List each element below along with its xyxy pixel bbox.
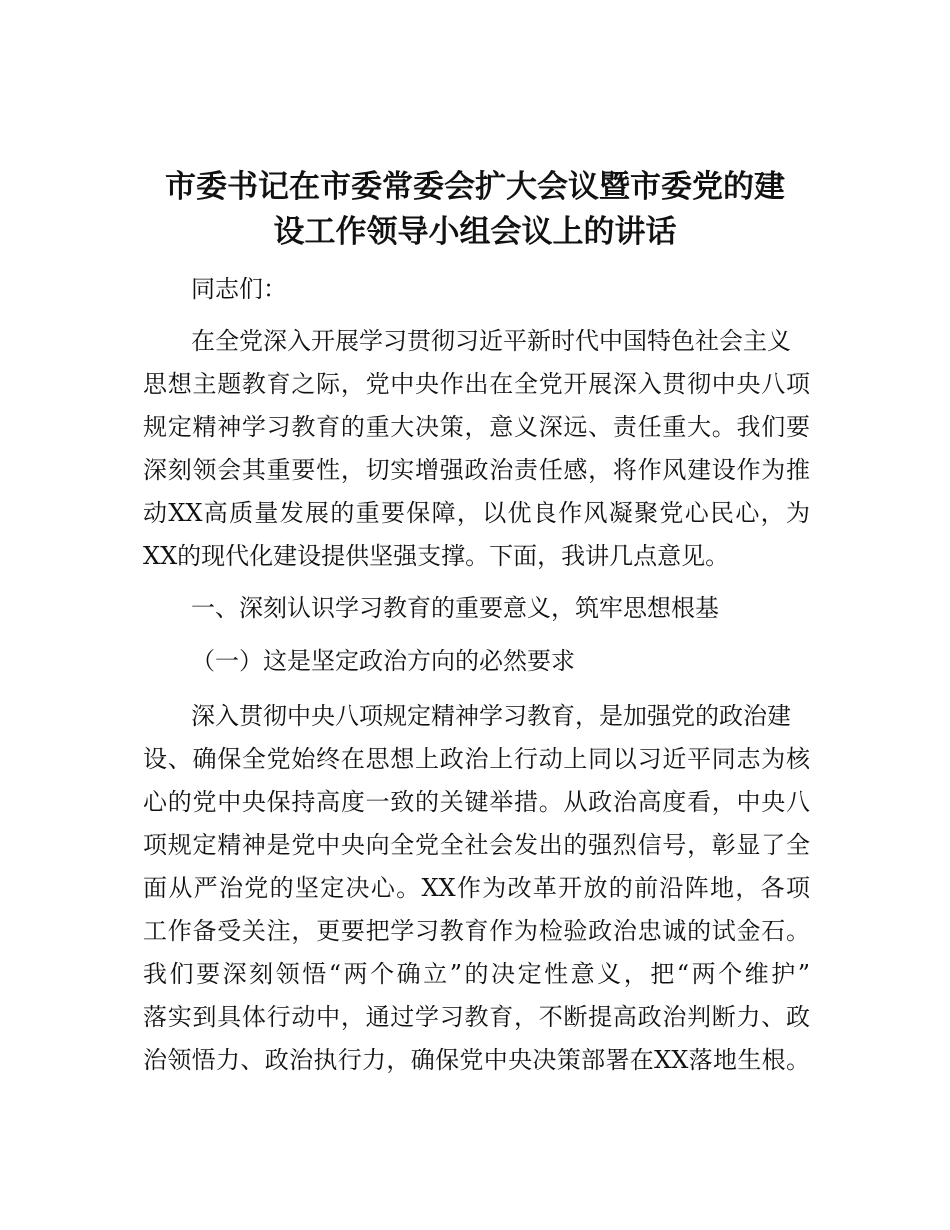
salutation: 同志们：	[191, 275, 287, 303]
body-line: 落实到具体行动中，通过学习教育，不断提高政治判断力、政	[143, 1003, 810, 1031]
section-heading: 一、深刻认识学习教育的重要意义，筑牢思想根基	[191, 594, 719, 622]
document-title-line-2: 设工作领导小组会议上的讲话	[273, 214, 677, 250]
body-line: 工作备受关注，更要把学习教育作为检验政治忠诚的试金石。	[143, 917, 810, 945]
intro-line: 在全党深入开展学习贯彻习近平新时代中国特色社会主义	[191, 327, 791, 355]
intro-line: XX的现代化建设提供坚强支撑。下面，我讲几点意见。	[143, 542, 730, 570]
intro-line: 规定精神学习教育的重大决策，意义深远、责任重大。我们要	[143, 413, 810, 441]
body-line: 治领悟力、政治执行力，确保党中央决策部署在XX落地生根。	[143, 1046, 810, 1074]
body-line: 项规定精神是党中央向全党全社会发出的强烈信号，彰显了全	[143, 831, 810, 859]
body-line: 我们要深刻领悟“两个确立”的决定性意义，把“两个维护”	[143, 960, 810, 988]
body-line: 深入贯彻中央八项规定精神学习教育，是加强党的政治建	[191, 702, 791, 730]
body-line: 心的党中央保持高度一致的关键举措。从政治高度看，中央八	[143, 788, 810, 816]
body-line: 设、确保全党始终在思想上政治上行动上同以习近平同志为核	[143, 745, 810, 773]
intro-line: 动XX高质量发展的重要保障，以优良作风凝聚党心民心，为	[143, 499, 810, 527]
body-line: 面从严治党的坚定决心。XX作为改革开放的前沿阵地，各项	[143, 874, 810, 902]
document-title-line-1: 市委书记在市委常委会扩大会议暨市委党的建	[165, 169, 785, 205]
subsection-heading: （一）这是坚定政治方向的必然要求	[191, 647, 575, 675]
intro-line: 思想主题教育之际，党中央作出在全党开展深入贯彻中央八项	[143, 370, 810, 398]
intro-line: 深刻领会其重要性，切实增强政治责任感，将作风建设作为推	[143, 456, 810, 484]
